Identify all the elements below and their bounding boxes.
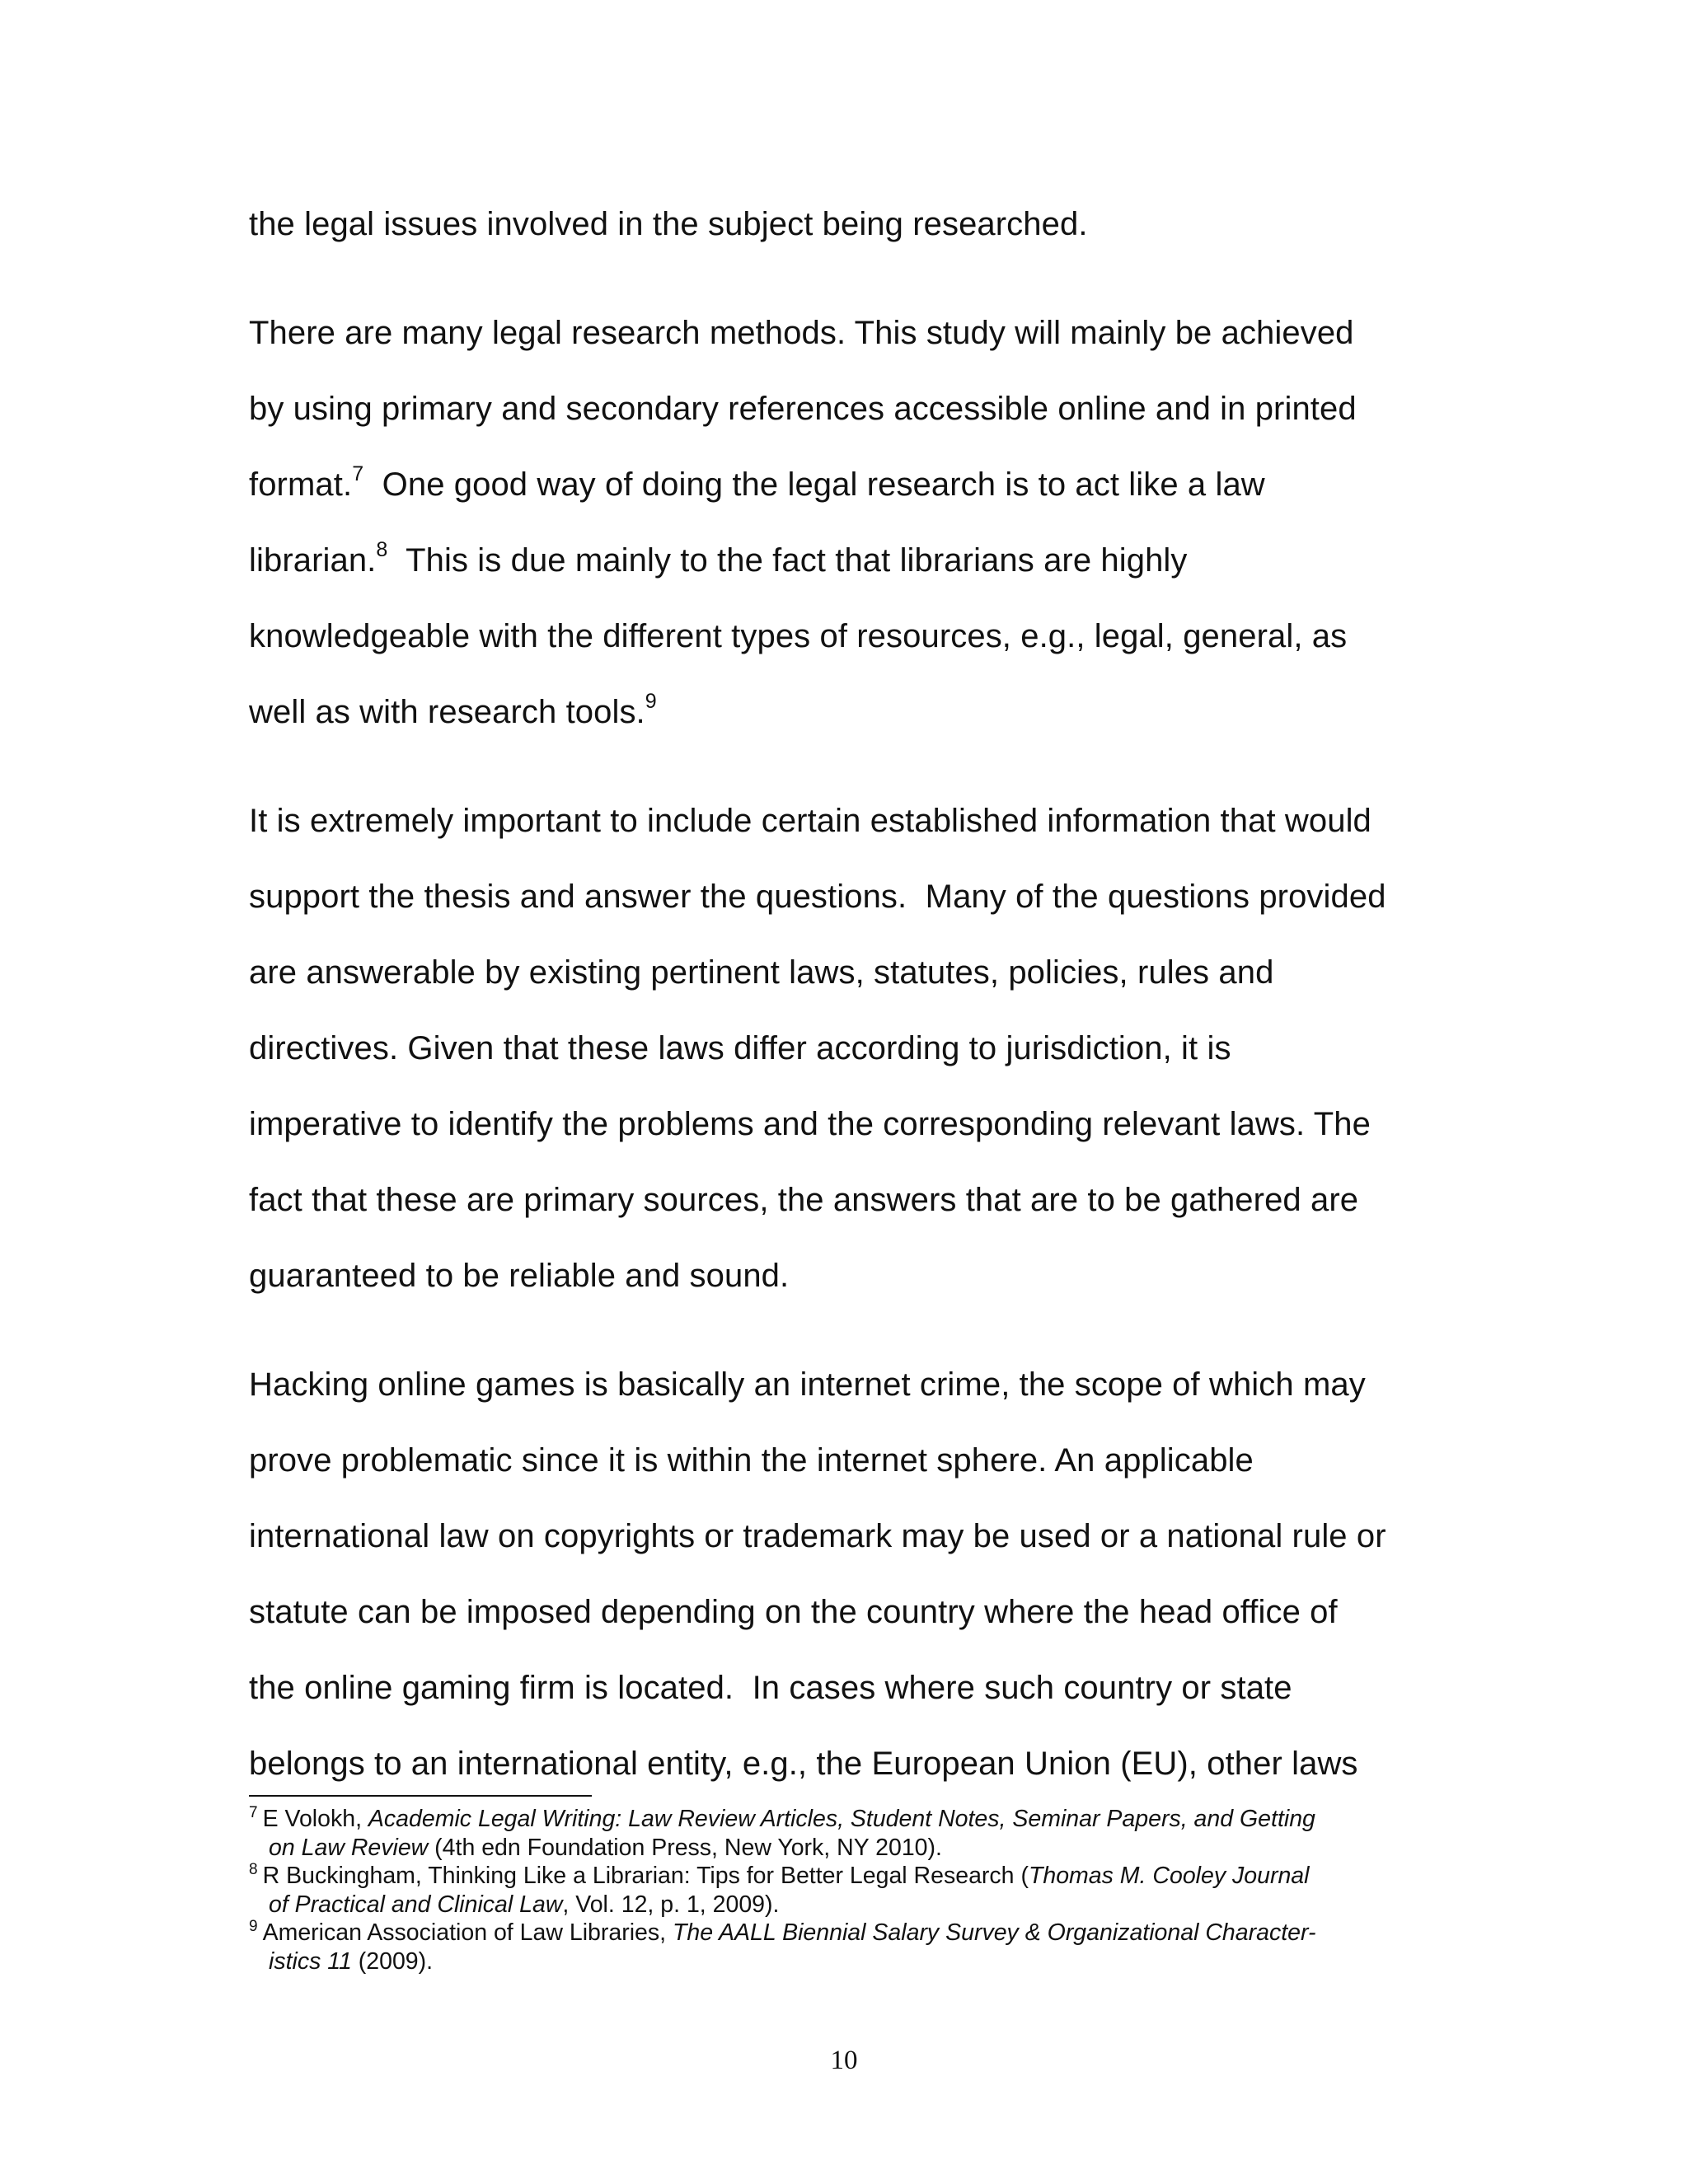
text-fragment: well as with research tools. <box>249 694 645 730</box>
footnote-text: E Volokh, <box>262 1806 368 1832</box>
footnote-line <box>249 1891 1419 1919</box>
paragraph-gap <box>249 262 1419 295</box>
text-line <box>249 447 1419 523</box>
footnote-line <box>249 1805 1419 1834</box>
text-fragment: This is due mainly to the fact that librarians are highly <box>387 542 1188 579</box>
footnote-number: 9 <box>249 1918 258 1935</box>
footnote-title: The AALL Biennial Salary Survey & Organizational Character- <box>672 1919 1316 1946</box>
text-line: directives. Given that these laws differ according to jurisdiction, it is <box>249 1030 1231 1066</box>
footnote-line <box>249 1862 1419 1891</box>
footnote-line <box>249 1947 1419 1976</box>
text-line <box>249 674 1419 750</box>
text-line: the legal issues involved in the subject being researched. <box>249 206 1088 242</box>
footnote-7 <box>249 1805 1419 1862</box>
text-line: guaranteed to be reliable and sound. <box>249 1258 790 1294</box>
footnote-separator <box>249 1795 592 1797</box>
footnote-title: on Law Review <box>269 1834 429 1861</box>
footnote-ref-7[interactable]: 7 <box>352 462 364 485</box>
footnote-number: 8 <box>249 1861 258 1878</box>
page-number: 10 <box>830 2046 858 2075</box>
footnote-number: 7 <box>249 1804 258 1821</box>
body-text <box>249 186 1419 1802</box>
text-line: It is extremely important to include certain established information that would <box>249 803 1372 839</box>
footnote-text: (2009). <box>351 1947 434 1975</box>
paragraph-gap <box>249 1314 1419 1347</box>
footnote-text: R Buckingham, Thinking Like a Librarian: Tips for Better Legal Research ( <box>262 1863 1029 1889</box>
text-line: imperative to identify the problems and the corresponding relevant laws. The <box>249 1106 1371 1142</box>
text-fragment: format. <box>249 466 353 503</box>
text-line: support the thesis and answer the questions. Many of the questions provided <box>249 879 1386 915</box>
footnote-text: , Vol. 12, p. 1, 2009). <box>562 1891 780 1918</box>
text-line: are answerable by existing pertinent laws, statutes, policies, rules and <box>249 954 1274 991</box>
paragraph-gap <box>249 750 1419 783</box>
footnote-text: (4th edn Foundation Press, New York, NY 2010). <box>428 1834 942 1861</box>
footnote-9 <box>249 1919 1419 1975</box>
text-line: belongs to an international entity, e.g., the European Union (EU), other laws <box>249 1746 1358 1782</box>
text-line: knowledgeable with the different types of resources, e.g., legal, general, as <box>249 618 1348 654</box>
footnote-title: Thomas M. Cooley Journal <box>1028 1863 1310 1889</box>
text-line: prove problematic since it is within the internet sphere. An applicable <box>249 1442 1254 1479</box>
footnote-line <box>249 1919 1419 1947</box>
text-line <box>249 523 1419 598</box>
text-line: the online gaming firm is located. In cases where such country or state <box>249 1670 1292 1706</box>
text-line: There are many legal research methods. This study will mainly be achieved <box>249 315 1354 351</box>
footnote-8 <box>249 1862 1419 1919</box>
text-line: fact that these are primary sources, the answers that are to be gathered are <box>249 1182 1359 1218</box>
footnote-line <box>249 1834 1419 1863</box>
footnote-title: istics 11 <box>269 1947 352 1975</box>
text-fragment: librarian. <box>249 542 377 579</box>
text-line: by using primary and secondary references accessible online and in printed <box>249 391 1357 427</box>
footnote-title: of Practical and Clinical Law <box>269 1891 563 1918</box>
footnote-title: Academic Legal Writing: Law Review Articles, Student Notes, Seminar Papers, and Getting <box>368 1806 1315 1832</box>
text-line: Hacking online games is basically an internet crime, the scope of which may <box>249 1366 1366 1403</box>
footnote-ref-9[interactable]: 9 <box>645 690 657 713</box>
text-line: statute can be imposed depending on the country where the head office of <box>249 1594 1338 1630</box>
footnotes <box>249 1805 1419 1975</box>
footnote-ref-8[interactable]: 8 <box>376 538 388 561</box>
footnote-text: American Association of Law Libraries, <box>262 1919 673 1946</box>
text-fragment: One good way of doing the legal research is to act like a law <box>363 466 1265 503</box>
text-line: international law on copyrights or trademark may be used or a national rule or <box>249 1518 1386 1554</box>
